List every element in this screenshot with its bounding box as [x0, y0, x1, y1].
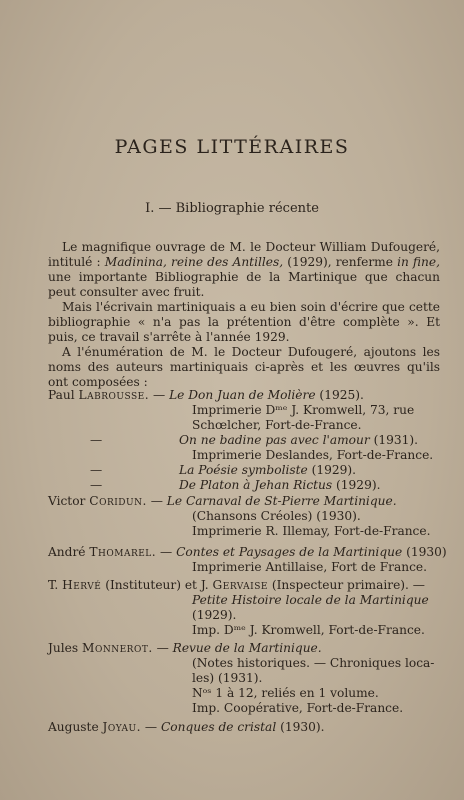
paragraph-2: Mais l'écrivain martiniquais a eu bien soin d'écrire que cette bibliographie « n'a pas la prétention d'être complète ». Et puis, ce travail s'arrête à l'année 1929.: [48, 300, 440, 344]
book-page: PAGES LITTÉRAIRES I. — Bibliographie récente Le magnifique ouvrage de M. le Docteur William Dufougeré, intitulé : Madinina, reine des Antilles, (1929), renferme in fine, une importante Bibliographie de la Martinique que chacun peut consulter avec fruit. Mais l'écrivain martiniquais a eu bien soin d'écrire que cette bibliographie « n'a pas la prétention d'être complète ». Et puis, ce travail s'arrête à l'année 1929. A l'énumération de M. le Docteur Dufougeré, ajoutons les noms des auteurs martiniquais ci-après et les œuvres qu'ils ont composées : Paul Labrousse. — Le Don Juan de Molière (1925). Imprimerie Dᵐᵉ J. Kromwell, 73, rue Schœlcher, Fort-de-France. — On ne badine pas avec l'amour (1931). Imprimerie Deslandes, Fort-de-France. — La Poésie symboliste (1929). — De Platon à Jehan Rictus (1929). Victor Coridun. — Le Carnaval de St-Pierre Martinique. (Chansons Créoles) (1930). Imprimerie R. Illemay, Fort-de-France. André Thomarel. — Contes et Paysages de la Martinique (1930) Imprimerie Antillaise, Fort de France. T. Hervé (Instituteur) et J. Gervaise (Inspecteur primaire). — Petite Histoire locale de la Martinique (1929). Imp. Dᵐᵉ J. Kromwell, Fort-de-France. Jules Monnerot. — Revue de la Martinique. (Notes historiques. — Chroniques loca- les) (1931). Nᵒˢ 1 à 12, reliés en 1 volume. Imp. Coopérative, Fort-de-France. Auguste Joyau. — Conques de cristal (1930).: [0, 0, 464, 800]
section-heading: I. — Bibliographie récente: [145, 201, 319, 216]
paragraph-1: Le magnifique ouvrage de M. le Docteur William Dufougeré, intitulé : Madinina, reine des Antilles, (1929), renferme in fine, une importante Bibliographie de la Martinique que chacun peut consulter avec fruit.: [48, 240, 440, 299]
page-title: PAGES LITTÉRAIRES: [114, 136, 350, 158]
intro-text: [48, 240, 440, 390]
paragraph-3: A l'énumération de M. le Docteur Dufougeré, ajoutons les noms des auteurs martiniquais ci-après et les œuvres qu'ils ont composées :: [48, 345, 440, 389]
